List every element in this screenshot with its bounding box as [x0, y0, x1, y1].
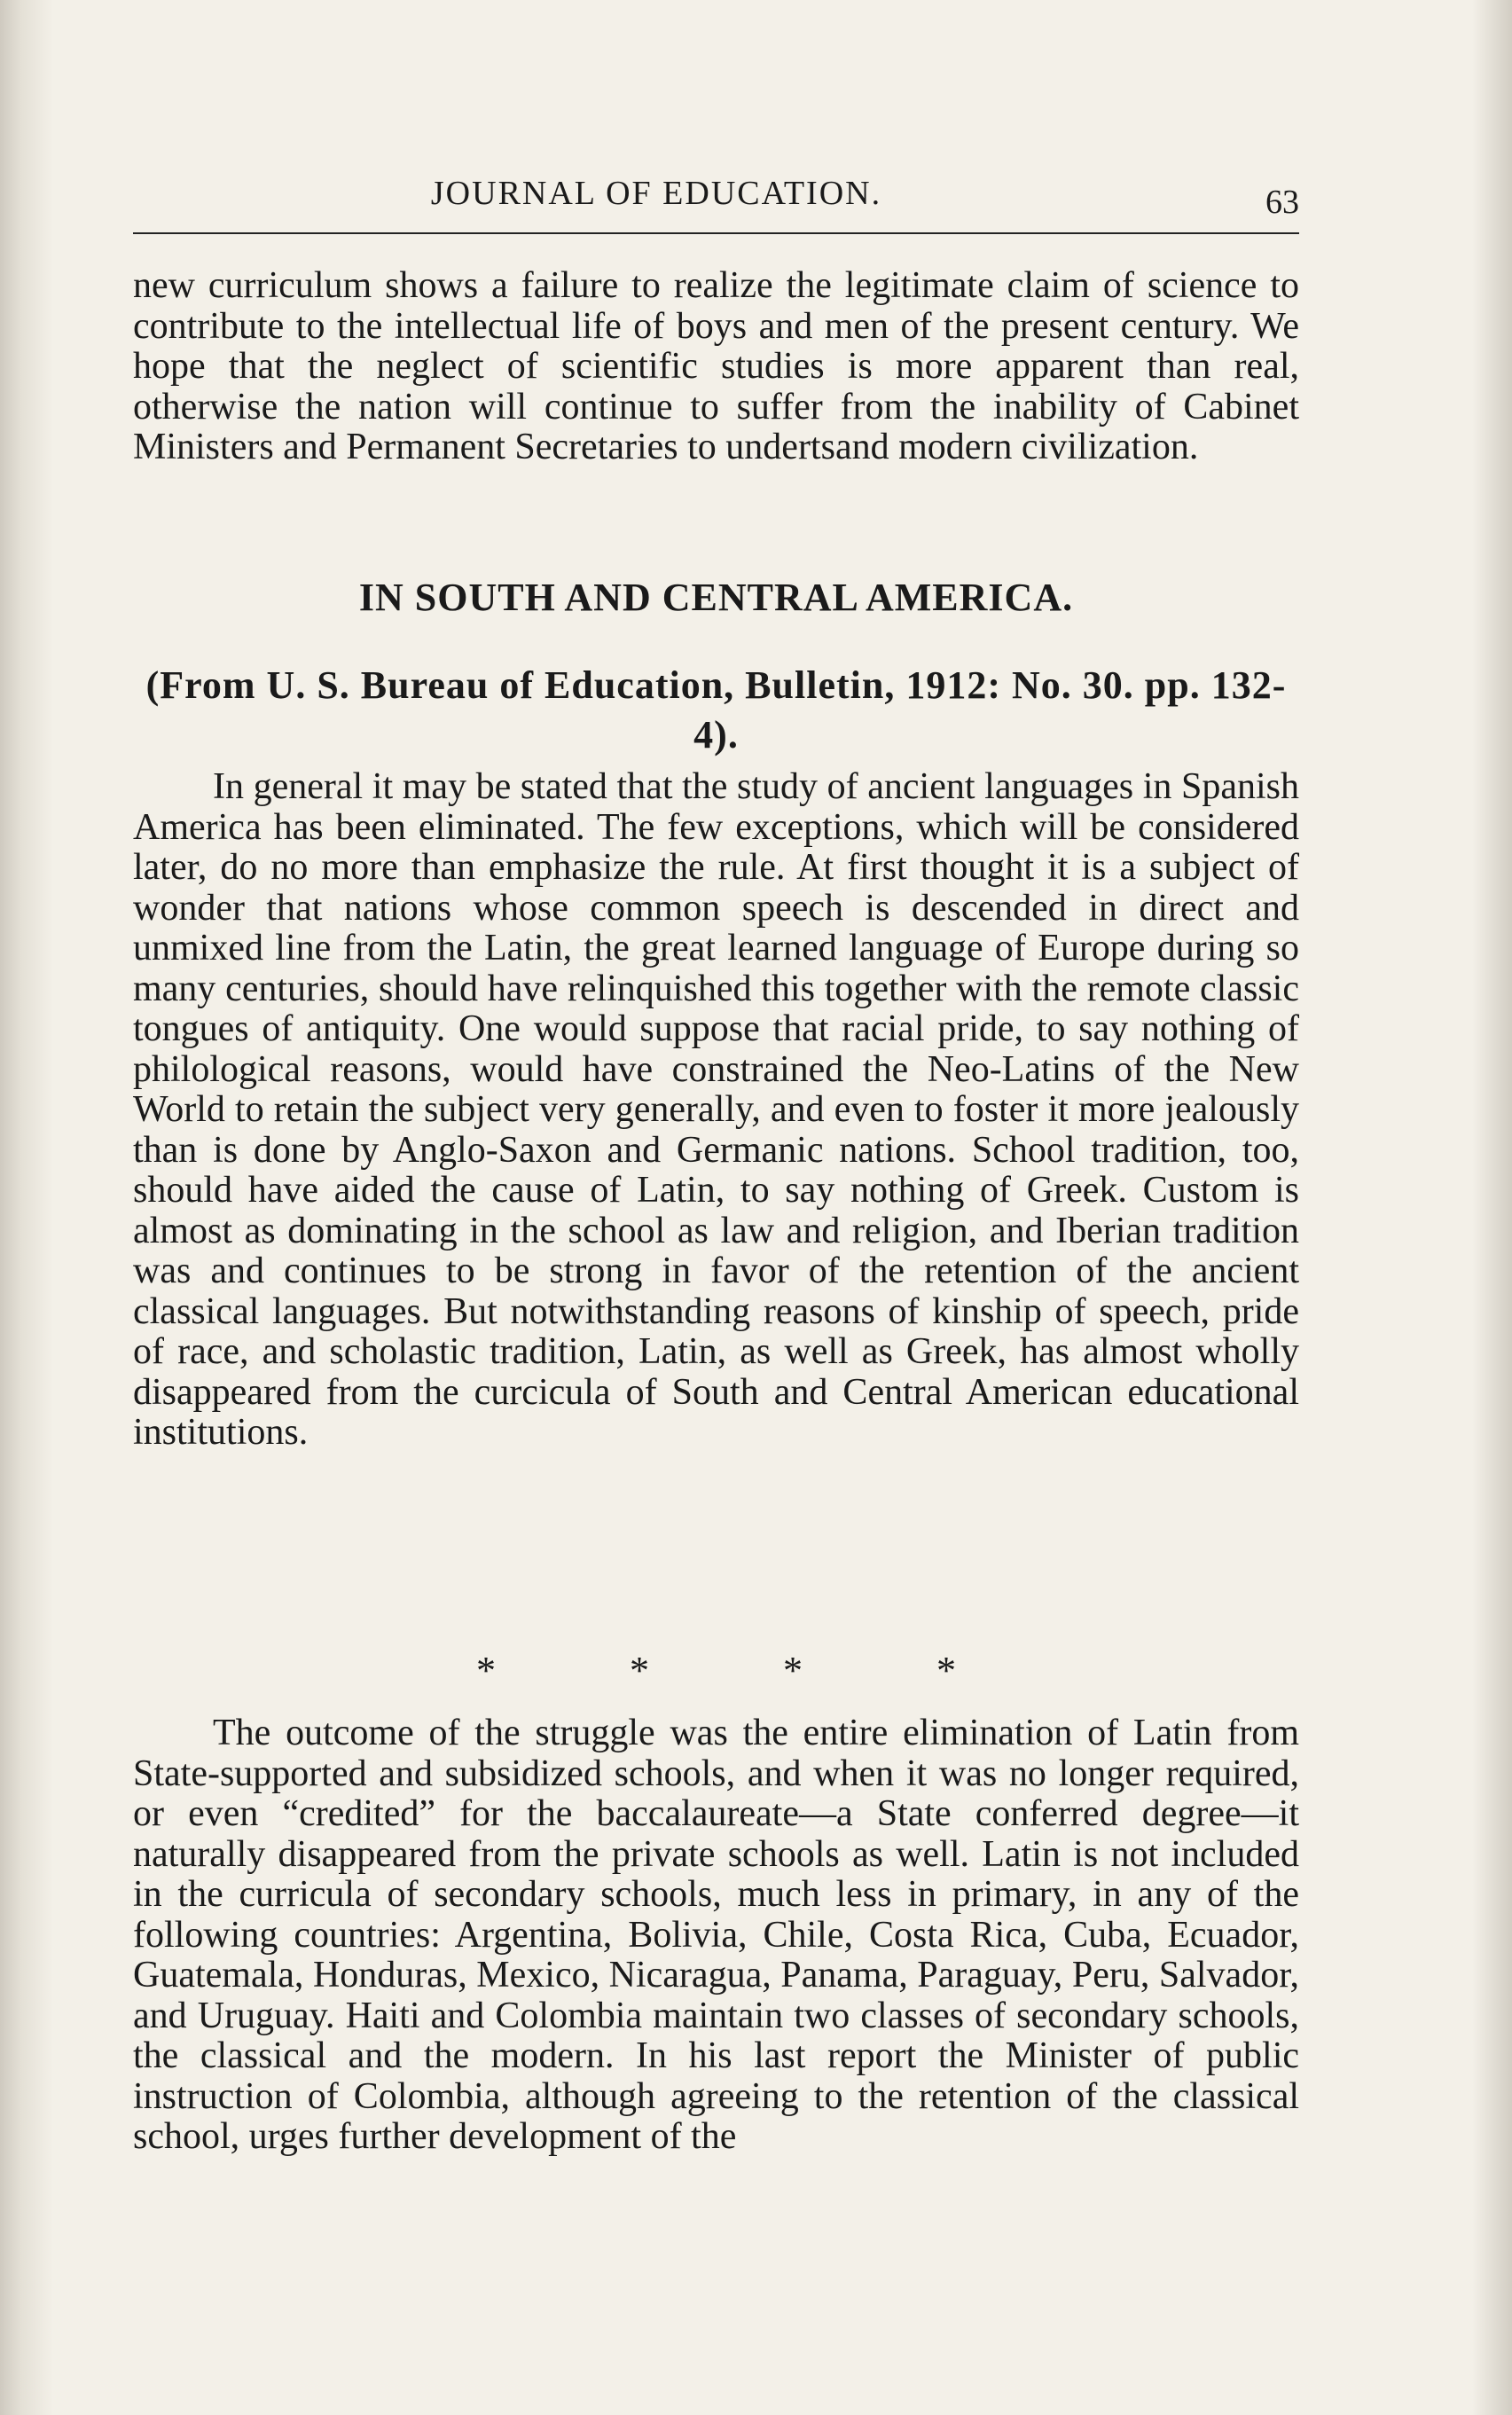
intro-paragraph-block: [133, 266, 1299, 468]
page-number: 63: [1265, 184, 1299, 221]
section-title: IN SOUTH AND CENTRAL AMERICA.: [358, 576, 1074, 619]
paragraph-2-block: [133, 1713, 1299, 2158]
intro-paragraph: new curriculum shows a failure to realize the legitimate claim of science to contribute to the intellectual life of boys and men of the present century. We hope that the neglect of scientific studies is more apparent than real, otherwise the nation will continue to suffer from the inability of Cabinet Ministers and Permanent Secretaries to undertsand modern civilization.: [133, 265, 1299, 467]
paragraph-2: The outcome of the struggle was the entire elimination of Latin from State-supported and subsidized schools, and when it was no longer required, or even “credited” for the baccalaureate—a State conferred degree—it naturally disappeared from the private schools as well. Latin is not included in the curricula of secondary schools, much less in primary, in any of the following countries: Argentina, Bolivia, Chile, Costa Rica, Cuba, Ecuador, Guatemala, Honduras, Mexico, Nicaragua, Panama, Paraguay, Peru, Salvador, and Uruguay. Haiti and Colombia maintain two classes of secondary schools, the classical and the modern. In his last report the Minister of public instruction of Colombia, although agreeing to the retention of the classical school, urges further development of the: [133, 1713, 1299, 2157]
page-edge-shadow-left: [0, 0, 53, 2415]
header-rule: [133, 232, 1299, 234]
page-header: [133, 169, 1299, 222]
paragraph-1: In general it may be stated that the study of ancient languages in Spanish America has been eliminated. The few exceptions, which will be considered later, do no more than emphasize the rule. At first thought it is a subject of wonder that nations whose common speech is descended in direct and unmixed line from the Latin, the great learned language of Europe during so many centuries, should have relinquished this together with the remote classic tongues of antiquity. One would suppose that racial pride, to say nothing of philological reasons, would have constrained the Neo-Latins of the New World to retain the subject very generally, and even to foster it more jealously than is done by Anglo-Saxon and Germanic nations. School tradition, too, should have aided the cause of Latin, to say nothing of Greek. Custom is almost as dominating in the school as law and religion, and Iberian tradition was and continues to be strong in favor of the retention of the ancient classical languages. But notwithstanding reasons of kinship of speech, pride of race, and scholastic tradition, Latin, as well as Greek, has almost wholly disappeared from the curcicula of South and Central American educational institutions.: [133, 766, 1299, 1453]
paragraph-1-block: [133, 767, 1299, 1454]
section-separator: * * * *: [476, 1649, 956, 1692]
running-head: JOURNAL OF EDUCATION.: [430, 175, 882, 212]
page-edge-shadow-right: [1472, 0, 1512, 2415]
section-source: (From U. S. Bureau of Education, Bulletin, 1912: No. 30. pp. 132-4).: [145, 663, 1287, 757]
